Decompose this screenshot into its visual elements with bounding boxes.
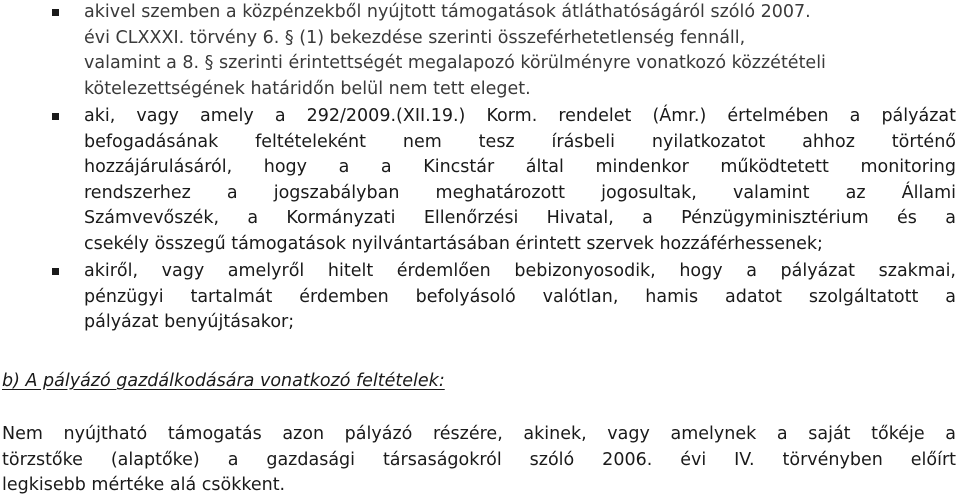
- list-item-text: [84, 259, 956, 336]
- text-line: csekély összegű támogatások nyilvántartásában érintett szervek hozzáférhessenek;: [84, 233, 823, 254]
- square-bullet-icon: [52, 113, 59, 120]
- text-line: rendszerhez a jogszabályban meghatározott jogosultak, valamint az Állami: [84, 182, 956, 203]
- text-line: akivel szemben a közpénzekből nyújtott támogatások átláthatóságáról szóló 2007.: [84, 2, 811, 22]
- list-item-text: [84, 0, 956, 102]
- text-line: befogadásának feltételeként nem tesz írásbeli nyilatkozatot ahhoz történő: [84, 131, 956, 152]
- text-line: kötelezettségének határidőn belül nem tett eleget.: [84, 78, 531, 99]
- text-line: pénzügyi tartalmát érdemben befolyásoló valótlan, hamis adatot szolgáltatott a: [84, 286, 956, 307]
- text-line: pályázat benyújtásakor;: [84, 312, 295, 332]
- text-line: aki, vagy amely a 292/2009.(XII.19.) Korm. rendelet (Ámr.) értelmében a pályázat: [84, 106, 956, 126]
- square-bullet-icon: [52, 268, 59, 275]
- text-line: hozzájárulásáról, hogy a a Kincstár által mindenkor működtetett monitoring: [84, 157, 956, 177]
- text-line: legkisebb mértéke alá csökkent.: [2, 475, 286, 495]
- text-line: valamint a 8. § szerinti érintettségét megalapozó körülményre vonatkozó közzétételi: [84, 53, 826, 73]
- text-line: akiről, vagy amelyről hitelt érdemlően bebizonyosodik, hogy a pályázat szakmai,: [84, 261, 956, 281]
- text-line: évi CLXXXI. törvény 6. § (1) bekezdése szerinti összeférhetetlenség fennáll,: [84, 27, 746, 48]
- body-paragraph: [2, 422, 956, 499]
- text-line: törzstőke (alaptőke) a gazdasági társaságokról szóló 2006. évi IV. törvényben előírt: [2, 449, 956, 470]
- text-line: Nem nyújtható támogatás azon pályázó részére, akinek, vagy amelynek a saját tőkéje a: [2, 424, 956, 444]
- text-line: Számvevőszék, a Kormányzati Ellenőrzési Hivatal, a Pénzügyminisztérium és a: [84, 208, 956, 228]
- list-item-text: [84, 104, 956, 257]
- section-heading: b) A pályázó gazdálkodására vonatkozó feltételek:: [2, 371, 445, 391]
- square-bullet-icon: [52, 9, 59, 16]
